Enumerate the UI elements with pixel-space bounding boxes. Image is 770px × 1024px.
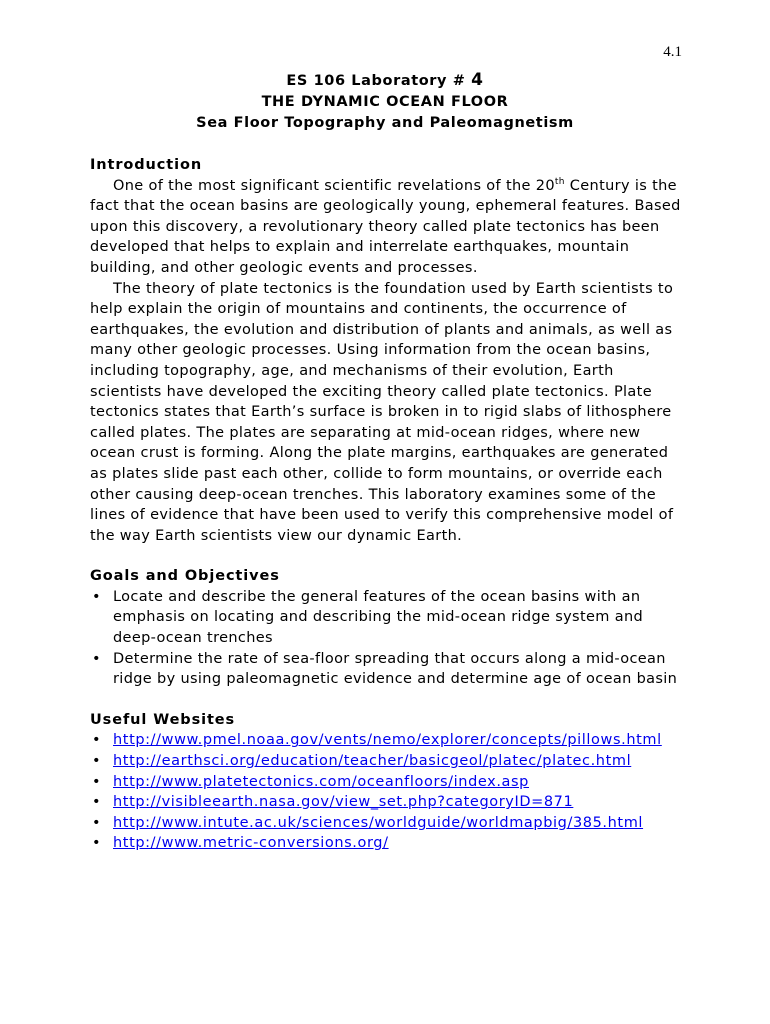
website-list-item	[90, 792, 690, 813]
page-number: 4.1	[663, 44, 682, 60]
introduction-p1-end: Century is the fact that the ocean basins are geologically young, ephemeral features. Based upon this discovery, a revolutionary theory called plate tectonics has been developed that helps to explain and interrelate earthquakes, mountain building, and other geologic events and processes.	[90, 177, 681, 276]
bullet-icon: •	[92, 794, 101, 811]
website-link-visibleearth[interactable]: http://visibleearth.nasa.gov/view_set.php?categoryID=871	[113, 794, 574, 811]
website-link-intute[interactable]: http://www.intute.ac.uk/sciences/worldguide/worldmapbig/385.html	[113, 814, 644, 831]
introduction-p1-superscript: th	[554, 176, 565, 187]
goals-list-item	[90, 587, 690, 649]
goals-list-item	[90, 649, 690, 690]
website-link-pmel[interactable]: http://www.pmel.noaa.gov/vents/nemo/explorer/concepts/pillows.html	[113, 732, 662, 749]
website-list-item	[90, 833, 690, 854]
goal-text: Locate and describe the general features of the ocean basins with an emphasis on locating and describing the mid-ocean ridge system and deep-ocean trenches	[113, 588, 644, 647]
bullet-icon: •	[92, 588, 101, 605]
website-list-item	[90, 772, 690, 793]
introduction-p1-start: One of the most significant scientific revelations of the 20	[113, 177, 555, 194]
introduction-heading: Introduction	[90, 157, 203, 173]
website-list-item	[90, 730, 690, 751]
websites-heading: Useful Websites	[90, 711, 236, 728]
introduction-paragraph-1	[90, 176, 690, 279]
lab-title	[0, 70, 770, 92]
document-body	[90, 155, 690, 854]
introduction-paragraph-2: The theory of plate tectonics is the foundation used by Earth scientists to help explain the origin of mountains and continents, the occurrence of earthquakes, the evolution and distribution of plants and animals, as well as many other geologic processes. Using information from the ocean basins, including topography, age, and mechanisms of their evolution, Earth scientists have developed the exciting theory called plate tectonics. Plate tectonics states that Earth’s surface is broken in to rigid slabs of lithosphere called plates. The plates are separating at mid-ocean ridges, where new ocean crust is forming. Along the plate margins, earthquakes are generated as plates slide past each other, collide to form mountains, or override each other causing deep-ocean trenches. This laboratory examines some of the lines of evidence that have been used to verify this comprehensive model of the way Earth scientists view our dynamic Earth.	[90, 280, 674, 544]
bullet-icon: •	[92, 732, 101, 749]
document-header	[0, 70, 770, 134]
document-title: THE DYNAMIC OCEAN FLOOR	[261, 94, 509, 110]
lab-number: 4	[471, 70, 484, 90]
website-list-item	[90, 751, 690, 772]
websites-list	[90, 730, 690, 854]
document-subtitle: Sea Floor Topography and Paleomagnetism	[196, 115, 574, 131]
goals-heading: Goals and Objectives	[90, 568, 280, 585]
bullet-icon: •	[92, 753, 101, 770]
lab-title-text: ES 106 Laboratory #	[286, 73, 466, 89]
website-link-platetectonics[interactable]: http://www.platetectonics.com/oceanfloors/index.asp	[113, 773, 529, 790]
bullet-icon: •	[92, 773, 101, 790]
bullet-icon: •	[92, 650, 101, 667]
website-link-metric-conversions[interactable]: http://www.metric-conversions.org/	[113, 835, 389, 852]
goal-text: Determine the rate of sea-floor spreading that occurs along a mid-ocean ridge by using paleomagnetic evidence and determine age of ocean basin	[113, 650, 678, 688]
goals-list	[90, 587, 690, 690]
bullet-icon: •	[92, 814, 101, 831]
website-list-item	[90, 813, 690, 834]
website-link-earthsci[interactable]: http://earthsci.org/education/teacher/basicgeol/platec/platec.html	[113, 753, 632, 770]
bullet-icon: •	[92, 835, 101, 852]
